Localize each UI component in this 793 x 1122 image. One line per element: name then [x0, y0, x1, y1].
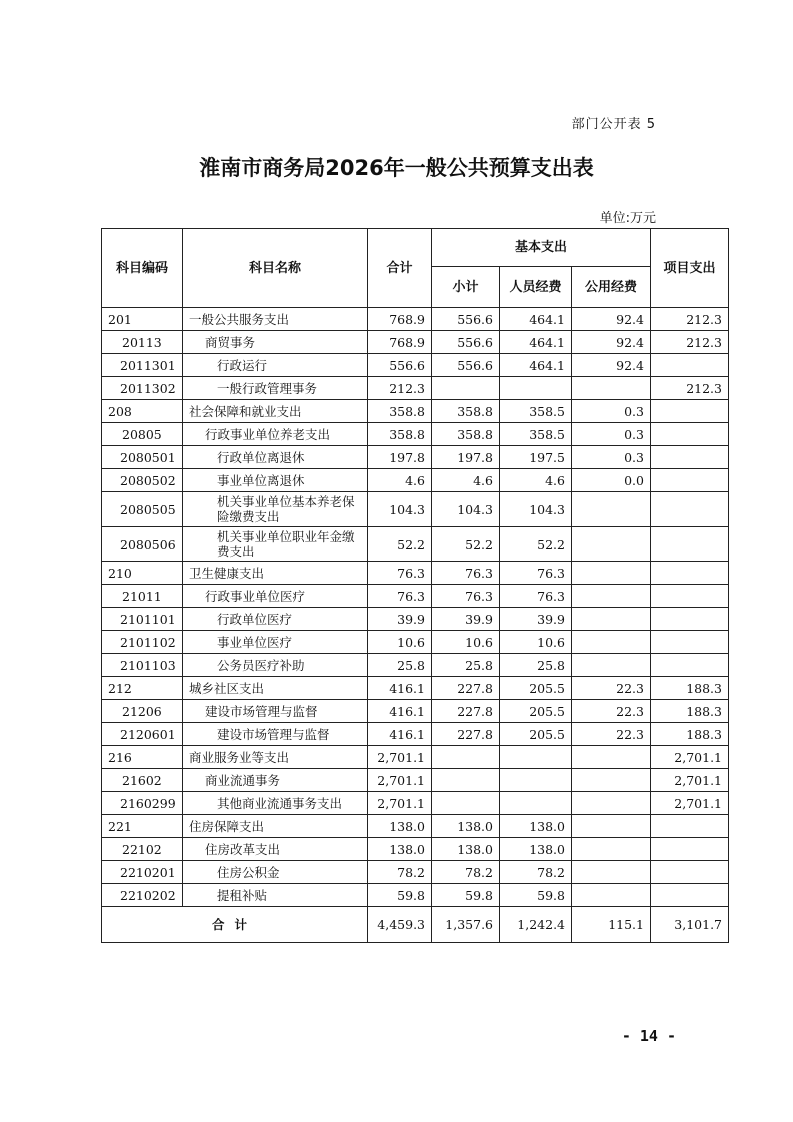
project-cell [651, 815, 729, 838]
header-project: 项目支出 [651, 229, 729, 308]
personnel-cell: 138.0 [500, 838, 572, 861]
project-cell [651, 492, 729, 527]
personnel-cell: 4.6 [500, 469, 572, 492]
code-cell: 20113 [102, 331, 183, 354]
project-cell [651, 861, 729, 884]
subtotal-cell: 59.8 [432, 884, 500, 907]
table-row [102, 631, 729, 654]
subtotal-cell [432, 377, 500, 400]
personnel-cell: 464.1 [500, 331, 572, 354]
name-cell: 建设市场管理与监督 [183, 700, 368, 723]
total-cell: 416.1 [368, 700, 432, 723]
table-row [102, 792, 729, 815]
subtotal-cell: 556.6 [432, 308, 500, 331]
total-cell: 76.3 [368, 562, 432, 585]
total-cell: 76.3 [368, 585, 432, 608]
subtotal-cell: 138.0 [432, 815, 500, 838]
public-cell: 22.3 [572, 723, 651, 746]
name-cell: 一般行政管理事务 [183, 377, 368, 400]
code-cell: 21011 [102, 585, 183, 608]
personnel-cell [500, 769, 572, 792]
subtotal-cell: 10.6 [432, 631, 500, 654]
code-cell: 2160299 [102, 792, 183, 815]
code-cell: 2210201 [102, 861, 183, 884]
header-basic: 基本支出 [432, 229, 651, 267]
table-row [102, 354, 729, 377]
name-cell: 行政事业单位医疗 [183, 585, 368, 608]
table-row [102, 723, 729, 746]
table-row [102, 446, 729, 469]
public-cell [572, 792, 651, 815]
subtotal-cell: 227.8 [432, 700, 500, 723]
personnel-cell: 104.3 [500, 492, 572, 527]
public-cell: 0.3 [572, 400, 651, 423]
name-cell: 其他商业流通事务支出 [183, 792, 368, 815]
table-row [102, 838, 729, 861]
header-public: 公用经费 [572, 267, 651, 308]
total-cell: 768.9 [368, 308, 432, 331]
document-label: 部门公开表 5 [571, 117, 656, 132]
header-name: 科目名称 [183, 229, 368, 308]
code-cell: 212 [102, 677, 183, 700]
public-cell [572, 631, 651, 654]
name-cell: 机关事业单位基本养老保险缴费支出 [183, 492, 368, 527]
project-cell: 188.3 [651, 723, 729, 746]
name-cell: 住房保障支出 [183, 815, 368, 838]
name-cell: 住房改革支出 [183, 838, 368, 861]
subtotal-cell: 76.3 [432, 562, 500, 585]
total-cell: 138.0 [368, 815, 432, 838]
personnel-cell: 76.3 [500, 585, 572, 608]
code-cell: 22102 [102, 838, 183, 861]
subtotal-cell [432, 746, 500, 769]
table-row [102, 884, 729, 907]
personnel-cell: 464.1 [500, 354, 572, 377]
page-title: 淮南市商务局2026年一般公共预算支出表 [199, 156, 594, 180]
project-cell [651, 354, 729, 377]
personnel-cell: 138.0 [500, 815, 572, 838]
name-cell: 卫生健康支出 [183, 562, 368, 585]
code-cell: 210 [102, 562, 183, 585]
name-cell: 行政单位离退休 [183, 446, 368, 469]
table-row [102, 746, 729, 769]
table-row [102, 654, 729, 677]
total-cell: 138.0 [368, 838, 432, 861]
name-cell: 行政单位医疗 [183, 608, 368, 631]
public-cell [572, 654, 651, 677]
table-row [102, 492, 729, 527]
name-cell: 城乡社区支出 [183, 677, 368, 700]
code-cell: 2080506 [102, 527, 183, 562]
project-cell [651, 400, 729, 423]
code-cell: 2101102 [102, 631, 183, 654]
total-cell: 10.6 [368, 631, 432, 654]
total-cell: 25.8 [368, 654, 432, 677]
project-cell: 2,701.1 [651, 792, 729, 815]
name-cell: 住房公积金 [183, 861, 368, 884]
total-cell: 416.1 [368, 677, 432, 700]
total-public-cell: 115.1 [572, 907, 651, 943]
personnel-cell: 464.1 [500, 308, 572, 331]
total-personnel-cell: 1,242.4 [500, 907, 572, 943]
public-cell: 92.4 [572, 354, 651, 377]
subtotal-cell [432, 769, 500, 792]
total-cell: 2,701.1 [368, 746, 432, 769]
code-cell: 21602 [102, 769, 183, 792]
project-cell: 2,701.1 [651, 769, 729, 792]
code-cell: 208 [102, 400, 183, 423]
personnel-cell: 25.8 [500, 654, 572, 677]
total-cell: 212.3 [368, 377, 432, 400]
subtotal-cell: 104.3 [432, 492, 500, 527]
personnel-cell: 78.2 [500, 861, 572, 884]
code-cell: 2011301 [102, 354, 183, 377]
header-personnel: 人员经费 [500, 267, 572, 308]
subtotal-cell: 358.8 [432, 400, 500, 423]
subtotal-cell: 556.6 [432, 331, 500, 354]
code-cell: 216 [102, 746, 183, 769]
total-cell: 358.8 [368, 400, 432, 423]
total-cell: 2,701.1 [368, 769, 432, 792]
public-cell [572, 377, 651, 400]
public-cell [572, 861, 651, 884]
table-row [102, 700, 729, 723]
table-row [102, 562, 729, 585]
total-cell: 416.1 [368, 723, 432, 746]
total-cell: 197.8 [368, 446, 432, 469]
project-cell [651, 423, 729, 446]
project-cell [651, 469, 729, 492]
subtotal-cell: 227.8 [432, 677, 500, 700]
public-cell: 92.4 [572, 308, 651, 331]
project-cell [651, 562, 729, 585]
project-cell: 212.3 [651, 331, 729, 354]
table-row [102, 527, 729, 562]
public-cell [572, 838, 651, 861]
subtotal-cell: 25.8 [432, 654, 500, 677]
name-cell: 商业服务业等支出 [183, 746, 368, 769]
total-subtotal-cell: 1,357.6 [432, 907, 500, 943]
project-cell [651, 654, 729, 677]
subtotal-cell: 39.9 [432, 608, 500, 631]
table-row [102, 469, 729, 492]
public-cell: 22.3 [572, 677, 651, 700]
total-label: 合计 [102, 907, 368, 943]
name-cell: 行政运行 [183, 354, 368, 377]
table-row [102, 400, 729, 423]
table-row [102, 608, 729, 631]
personnel-cell: 59.8 [500, 884, 572, 907]
public-cell [572, 492, 651, 527]
personnel-cell: 10.6 [500, 631, 572, 654]
page-number: - 14 - [621, 1027, 676, 1045]
total-cell: 768.9 [368, 331, 432, 354]
subtotal-cell [432, 792, 500, 815]
personnel-cell: 205.5 [500, 723, 572, 746]
public-cell: 0.3 [572, 423, 651, 446]
table-row [102, 423, 729, 446]
project-cell [651, 585, 729, 608]
header-subtotal: 小计 [432, 267, 500, 308]
code-cell: 2080501 [102, 446, 183, 469]
public-cell [572, 769, 651, 792]
personnel-cell: 52.2 [500, 527, 572, 562]
project-cell [651, 527, 729, 562]
code-cell: 2080502 [102, 469, 183, 492]
header-code: 科目编码 [102, 229, 183, 308]
public-cell [572, 815, 651, 838]
public-cell: 92.4 [572, 331, 651, 354]
total-cell: 78.2 [368, 861, 432, 884]
project-cell [651, 838, 729, 861]
project-cell [651, 884, 729, 907]
table-body [102, 308, 729, 907]
public-cell [572, 562, 651, 585]
subtotal-cell: 78.2 [432, 861, 500, 884]
public-cell [572, 884, 651, 907]
project-cell [651, 631, 729, 654]
code-cell: 2210202 [102, 884, 183, 907]
project-cell: 212.3 [651, 377, 729, 400]
personnel-cell: 76.3 [500, 562, 572, 585]
name-cell: 商贸事务 [183, 331, 368, 354]
total-cell: 52.2 [368, 527, 432, 562]
subtotal-cell: 556.6 [432, 354, 500, 377]
code-cell: 2101103 [102, 654, 183, 677]
table-row [102, 861, 729, 884]
project-cell [651, 608, 729, 631]
subtotal-cell: 76.3 [432, 585, 500, 608]
total-cell: 358.8 [368, 423, 432, 446]
personnel-cell [500, 377, 572, 400]
name-cell: 机关事业单位职业年金缴费支出 [183, 527, 368, 562]
total-cell: 104.3 [368, 492, 432, 527]
total-cell: 4,459.3 [368, 907, 432, 943]
total-cell: 4.6 [368, 469, 432, 492]
code-cell: 20805 [102, 423, 183, 446]
project-cell [651, 446, 729, 469]
name-cell: 行政事业单位养老支出 [183, 423, 368, 446]
public-cell: 0.3 [572, 446, 651, 469]
subtotal-cell: 227.8 [432, 723, 500, 746]
personnel-cell: 205.5 [500, 677, 572, 700]
code-cell: 21206 [102, 700, 183, 723]
subtotal-cell: 197.8 [432, 446, 500, 469]
table-row [102, 331, 729, 354]
public-cell [572, 608, 651, 631]
total-cell: 59.8 [368, 884, 432, 907]
subtotal-cell: 358.8 [432, 423, 500, 446]
code-cell: 2120601 [102, 723, 183, 746]
personnel-cell: 205.5 [500, 700, 572, 723]
total-cell: 2,701.1 [368, 792, 432, 815]
public-cell [572, 746, 651, 769]
personnel-cell: 39.9 [500, 608, 572, 631]
project-cell: 212.3 [651, 308, 729, 331]
table-row [102, 377, 729, 400]
name-cell: 商业流通事务 [183, 769, 368, 792]
public-cell: 22.3 [572, 700, 651, 723]
public-cell [572, 585, 651, 608]
project-cell: 188.3 [651, 700, 729, 723]
name-cell: 提租补贴 [183, 884, 368, 907]
name-cell: 事业单位医疗 [183, 631, 368, 654]
total-project-cell: 3,101.7 [651, 907, 729, 943]
name-cell: 公务员医疗补助 [183, 654, 368, 677]
budget-table [101, 228, 729, 943]
table-row [102, 585, 729, 608]
personnel-cell: 197.5 [500, 446, 572, 469]
code-cell: 221 [102, 815, 183, 838]
personnel-cell: 358.5 [500, 423, 572, 446]
project-cell: 2,701.1 [651, 746, 729, 769]
total-row [102, 907, 729, 943]
subtotal-cell: 4.6 [432, 469, 500, 492]
subtotal-cell: 52.2 [432, 527, 500, 562]
name-cell: 社会保障和就业支出 [183, 400, 368, 423]
personnel-cell: 358.5 [500, 400, 572, 423]
total-cell: 556.6 [368, 354, 432, 377]
unit-label: 单位:万元 [599, 211, 656, 226]
code-cell: 201 [102, 308, 183, 331]
table-row [102, 815, 729, 838]
public-cell: 0.0 [572, 469, 651, 492]
project-cell: 188.3 [651, 677, 729, 700]
total-cell: 39.9 [368, 608, 432, 631]
table-row [102, 308, 729, 331]
subtotal-cell: 138.0 [432, 838, 500, 861]
public-cell [572, 527, 651, 562]
table-row [102, 677, 729, 700]
name-cell: 建设市场管理与监督 [183, 723, 368, 746]
header-total: 合计 [368, 229, 432, 308]
code-cell: 2101101 [102, 608, 183, 631]
code-cell: 2011302 [102, 377, 183, 400]
name-cell: 一般公共服务支出 [183, 308, 368, 331]
code-cell: 2080505 [102, 492, 183, 527]
table-row [102, 769, 729, 792]
personnel-cell [500, 792, 572, 815]
personnel-cell [500, 746, 572, 769]
name-cell: 事业单位离退休 [183, 469, 368, 492]
